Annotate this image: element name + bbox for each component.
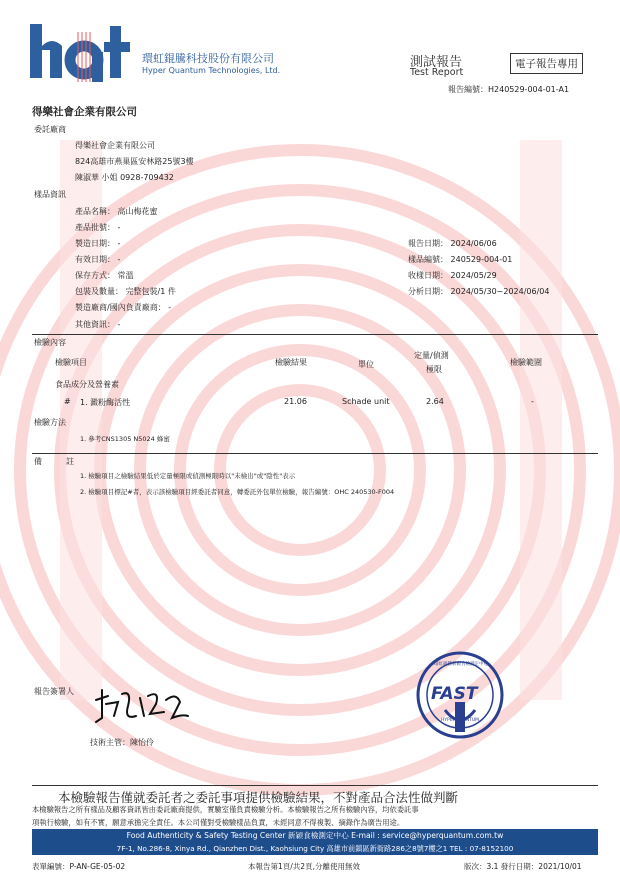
contact-bar [32, 829, 598, 855]
col-header-unit: 單位 [358, 360, 374, 369]
results-category: 食品成分及營養素 [55, 380, 119, 389]
form-number: 表單編號：P-AN-GE-05-02 [32, 862, 126, 871]
page-info: 本報告第1頁/共2頁,分離使用無效 [248, 862, 360, 871]
client-address: 824高雄市燕巢區安林路25號3樓 [75, 157, 194, 166]
version-info: 版次：3.1 發行日期：2021/10/01 [464, 862, 582, 871]
sample-field: 有效日期： - [75, 255, 121, 264]
sample-field: 保存方式： 常溫 [75, 271, 134, 280]
report-title-en: Test Report [410, 67, 464, 78]
fast-seal [415, 650, 505, 744]
method-item: 1. 參考CNS1305 N5024 蜂蜜 [80, 435, 170, 443]
col-header-limit-1: 定量/偵測 [414, 351, 449, 360]
remark-item: 1. 檢驗項目之檢驗結果低於定量極限或偵測極限時以"未檢出"或"陰性"表示 [80, 472, 296, 480]
table-row [0, 397, 620, 411]
divider [32, 453, 598, 454]
test-range: - [531, 397, 534, 406]
client-name: 得樂社會企業有限公司 [75, 141, 155, 150]
company-name-en: Hyper Quantum Technologies, Ltd. [142, 66, 281, 75]
seal-main-text: FAST [431, 684, 478, 704]
report-title-zh: 測試報告 [410, 55, 463, 70]
test-limit: 2.64 [426, 397, 444, 406]
divider [32, 334, 598, 335]
col-header-result: 檢驗結果 [275, 358, 307, 367]
analysis-date: 分析日期： 2024/05/30~2024/06/04 [408, 287, 550, 296]
remark-item: 2. 檢驗項目標記#者，表示該檢驗項目經委託者同意，轉委託外包單位檢驗，報告編號：OHC 240530-F004 [80, 488, 395, 496]
seal-top-text: 環虹錕騰新穎食檢測定中心 [434, 662, 488, 667]
test-item: 1. 澱粉酶活性 [80, 398, 131, 407]
signer-label: 報告簽署人 [34, 687, 74, 696]
col-header-item: 檢驗項目 [55, 358, 87, 367]
client-section-label: 委託廠商 [34, 125, 66, 134]
remarks-label-b: 註 [66, 457, 74, 466]
sample-field: 其他資訊： - [75, 320, 121, 329]
report-date: 報告日期： 2024/06/06 [408, 239, 497, 248]
signature-icon [92, 686, 192, 726]
seal-bottom-text: HYPERQUANTUM [441, 718, 480, 723]
sample-field: 製造廠商/國內負責廠商： - [75, 303, 172, 312]
outsourced-marker: # [64, 397, 71, 406]
contact-bar-line1: Food Authenticity & Safety Testing Center 新穎食檢測定中心 E-mail : service@hyperquantum.com.tw [126, 831, 504, 840]
client-contact: 陳淑華 小姐 0928-709432 [75, 173, 174, 182]
col-header-limit-2: 極限 [426, 365, 442, 374]
company-logo [30, 22, 135, 88]
electronic-report-badge: 電子報告專用 [510, 53, 583, 74]
report-number: 報告編號：H240529-004-01-A1 [448, 85, 570, 94]
test-unit: Schade unit [342, 397, 390, 406]
sample-section-label: 樣品資訊 [34, 190, 66, 199]
disclaimer-body: 本檢驗報告之所有樣品及顧客資訊皆由委託廠商提供，實驗室僅負責檢驗分析。本檢驗報告之所有檢驗內容，均依委託事 [32, 805, 419, 814]
sample-field: 包裝及數量： 完整包裝/1 件 [75, 287, 176, 296]
tech-manager: 技術主管：陳怡伶 [90, 738, 154, 747]
col-header-range: 檢驗範圍 [510, 358, 542, 367]
test-result: 21.06 [284, 397, 307, 406]
hqt-logo-icon [30, 22, 135, 84]
sample-field: 製造日期： - [75, 239, 121, 248]
results-section-label: 檢驗內容 [34, 338, 66, 347]
contact-bar-line2: 7F-1, No.286-8, Xinya Rd., Qianzhen Dist., Kaohsiung City 高雄市前鎮區新衙路286之8號7樓之1 TEL : 07-8152100 [116, 844, 514, 853]
sample-field: 產品名稱： 高山梅花蜜 [75, 207, 158, 216]
client-name-title: 得樂社會企業有限公司 [32, 106, 137, 118]
receive-date: 收樣日期： 2024/05/29 [408, 271, 497, 280]
company-name-zh: 環虹錕騰科技股份有限公司 [142, 52, 274, 65]
disclaimer-title: 本檢驗報告僅就委託者之委託事項提供檢驗結果，不對產品合法性做判斷 [58, 790, 459, 805]
sample-number: 樣品編號： 240529-004-01 [408, 255, 513, 264]
remarks-label-a: 備 [34, 457, 42, 466]
disclaimer-body: 項執行檢驗，如有不實，願意承擔完全責任。本公司僅對受檢驗樣品負責，未經同意不得複製、摘錄作為廣告用途。 [32, 818, 405, 827]
handwritten-signature [92, 686, 192, 730]
divider [32, 785, 598, 786]
method-section-label: 檢驗方法 [34, 418, 66, 427]
sample-field: 產品批號： - [75, 223, 121, 232]
